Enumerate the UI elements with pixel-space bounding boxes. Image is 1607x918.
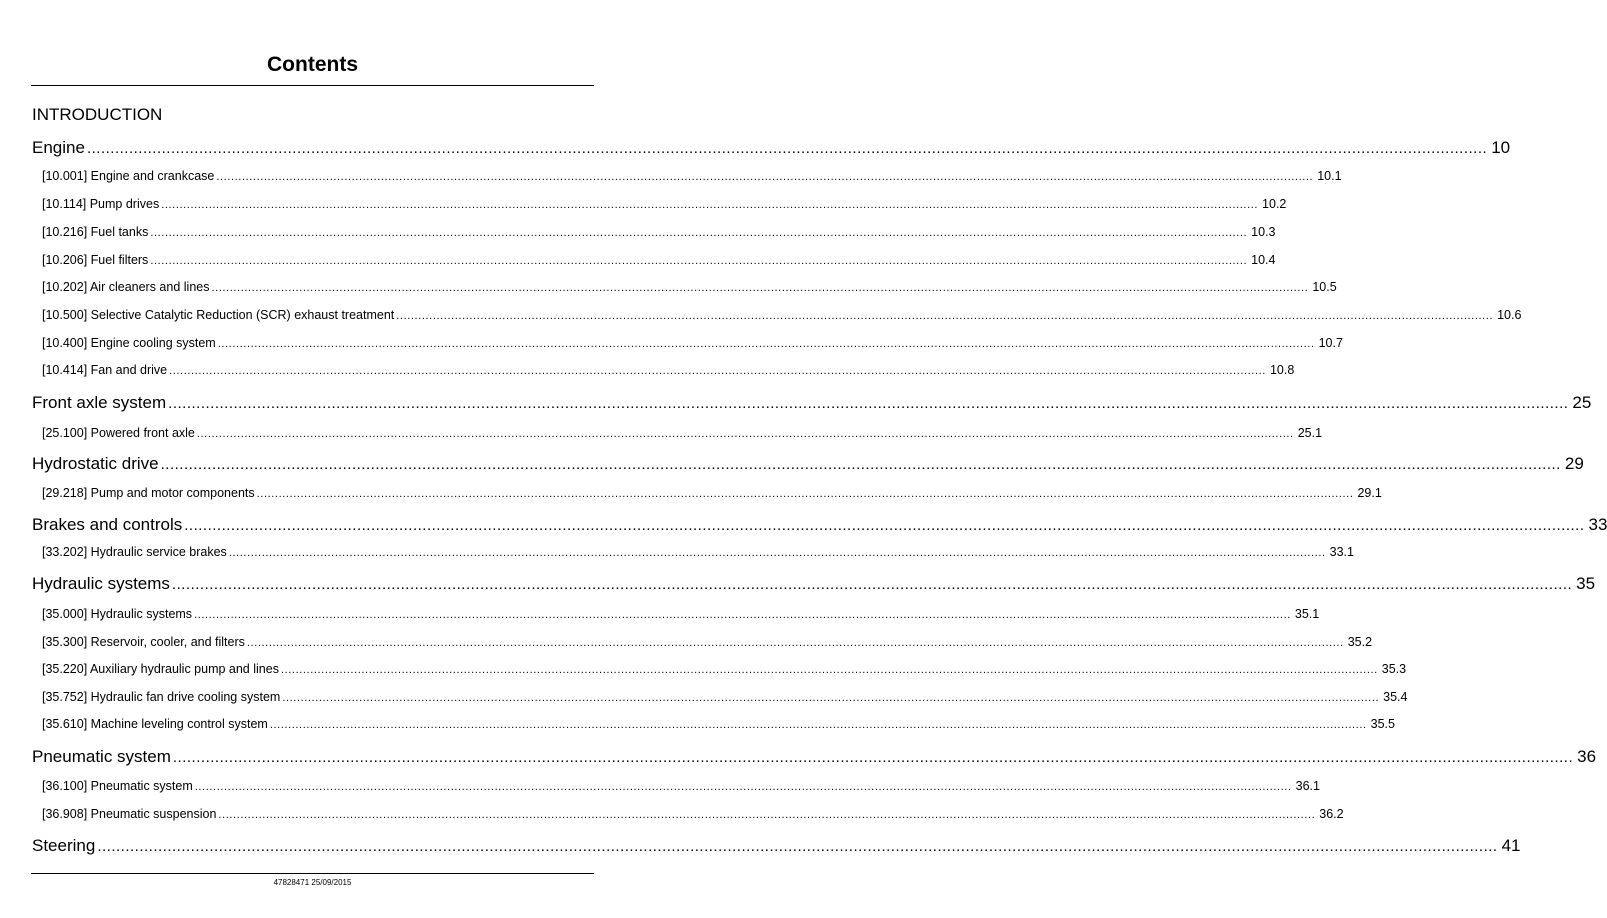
toc-entry-page-number: 10.8: [1269, 363, 1295, 377]
toc-entry-page-number: 41: [1501, 836, 1521, 855]
toc-entry-label: Brakes and controls: [32, 515, 183, 534]
dot-leader: ............................................................................................................................................................................................................................................................................................................: [269, 719, 1367, 731]
toc-entry-label: [35.300] Reservoir, cooler, and filters: [42, 635, 245, 649]
dot-leader: ............................................................................................................................................................................................................................................................................................................: [217, 338, 1315, 350]
dot-leader: ............................................................................................................................................................................................................................................................................................................: [171, 576, 1573, 593]
toc-entry-label: [10.216] Fuel tanks: [42, 225, 149, 239]
dot-leader: ............................................................................................................................................................................................................................................................................................................: [196, 428, 1294, 440]
toc-entry-page-number: 36: [1577, 747, 1597, 766]
toc-entry-label: [25.100] Powered front axle: [42, 426, 195, 440]
toc-entry-label: [35.220] Auxiliary hydraulic pump and lines: [42, 662, 279, 676]
footer-doc-id: 47828471 25/09/2015: [273, 878, 352, 887]
dot-leader: ............................................................................................................................................................................................................................................................................................................: [160, 456, 1561, 473]
toc-entry-label: [10.500] Selective Catalytic Reduction (SCR) exhaust treatment: [42, 308, 395, 322]
dot-leader: ............................................................................................................................................................................................................................................................................................................: [150, 227, 1248, 239]
dot-leader: ............................................................................................................................................................................................................................................................................................................: [211, 282, 1309, 294]
toc-entry-label: [36.100] Pneumatic system: [42, 779, 193, 793]
toc-chapter-entry[interactable]: [32, 392, 1592, 414]
toc-entry-page-number: 35.3: [1381, 662, 1407, 676]
footer-rule: [31, 873, 594, 874]
toc-entry-page-number: 35.2: [1347, 635, 1373, 649]
toc-chapter-entry[interactable]: [32, 746, 1597, 768]
toc-section-entry[interactable]: [42, 196, 1287, 212]
toc-entry-label: Hydrostatic drive: [32, 454, 159, 473]
toc-entry-label: Pneumatic system: [32, 747, 171, 766]
toc-section-entry[interactable]: [42, 544, 1354, 560]
dot-leader: ............................................................................................................................................................................................................................................................................................................: [97, 838, 1498, 855]
intro-heading[interactable]: INTRODUCTION: [32, 105, 163, 124]
toc-chapter-entry[interactable]: [32, 573, 1596, 595]
toc-entry-label: [36.908] Pneumatic suspension: [42, 807, 217, 821]
dot-leader: ............................................................................................................................................................................................................................................................................................................: [256, 488, 1354, 500]
toc-entry-label: [10.400] Engine cooling system: [42, 336, 216, 350]
toc-entry-page-number: 10.2: [1262, 197, 1287, 211]
dot-leader: ............................................................................................................................................................................................................................................................................................................: [282, 692, 1380, 704]
toc-section-entry[interactable]: [42, 806, 1344, 822]
toc-entry-page-number: 10.4: [1251, 253, 1276, 267]
toc-entry-label: [33.202] Hydraulic service brakes: [42, 545, 227, 559]
toc-entry-page-number: 10.3: [1251, 225, 1276, 239]
dot-leader: ............................................................................................................................................................................................................................................................................................................: [194, 781, 1292, 793]
toc-chapter-entry[interactable]: [32, 453, 1584, 475]
dot-leader: ............................................................................................................................................................................................................................................................................................................: [194, 609, 1291, 621]
toc-entry-page-number: 10: [1491, 138, 1511, 157]
toc-entry-label: [10.001] Engine and crankcase: [42, 169, 215, 183]
dot-leader: ............................................................................................................................................................................................................................................................................................................: [216, 171, 1314, 183]
toc-chapter-entry[interactable]: [32, 835, 1521, 857]
toc-entry-page-number: 10.1: [1317, 169, 1342, 183]
toc-entry-label: [35.752] Hydraulic fan drive cooling system: [42, 690, 281, 704]
toc-entry-page-number: 35.1: [1294, 607, 1320, 621]
toc-section-entry[interactable]: [42, 307, 1522, 323]
toc-entry-page-number: 29: [1564, 454, 1584, 473]
toc-entry-page-number: 35.5: [1370, 717, 1395, 731]
toc-entry-page-number: 35: [1576, 574, 1596, 593]
title-rule: [31, 85, 594, 86]
toc-entry-label: [10.114] Pump drives: [42, 197, 160, 211]
dot-leader: ............................................................................................................................................................................................................................................................................................................: [184, 517, 1585, 534]
dot-leader: ............................................................................................................................................................................................................................................................................................................: [169, 365, 1266, 377]
toc-section-entry[interactable]: [42, 279, 1337, 295]
toc-entry-page-number: 36.2: [1319, 807, 1344, 821]
toc-section-entry[interactable]: [42, 362, 1295, 378]
dot-leader: ............................................................................................................................................................................................................................................................................................................: [172, 749, 1574, 766]
toc-entry-label: Engine: [32, 138, 85, 157]
dot-leader: ............................................................................................................................................................................................................................................................................................................: [280, 664, 1378, 676]
dot-leader: ............................................................................................................................................................................................................................................................................................................: [150, 255, 1248, 267]
toc-entry-page-number: 10.5: [1312, 280, 1337, 294]
page-title: Contents: [267, 53, 358, 76]
dot-leader: ............................................................................................................................................................................................................................................................................................................: [161, 199, 1259, 211]
toc-section-entry[interactable]: [42, 689, 1408, 705]
dot-leader: ............................................................................................................................................................................................................................................................................................................: [86, 140, 1488, 157]
toc-section-entry[interactable]: [42, 485, 1382, 501]
dot-leader: ............................................................................................................................................................................................................................................................................................................: [246, 637, 1344, 649]
toc-entry-label: Hydraulic systems: [32, 574, 170, 593]
toc-section-entry[interactable]: [42, 606, 1320, 622]
toc-section-entry[interactable]: [42, 168, 1342, 184]
toc-entry-page-number: 36.1: [1295, 779, 1320, 793]
toc-entry-page-number: 10.6: [1497, 308, 1522, 322]
toc-chapter-entry[interactable]: [32, 514, 1607, 536]
toc-entry-page-number: 25: [1572, 393, 1592, 412]
dot-leader: ............................................................................................................................................................................................................................................................................................................: [168, 395, 1569, 412]
toc-entry-label: [10.206] Fuel filters: [42, 253, 149, 267]
toc-entry-label: [10.414] Fan and drive: [42, 363, 168, 377]
toc-section-entry[interactable]: [42, 716, 1395, 732]
toc-entry-label: [29.218] Pump and motor components: [42, 486, 255, 500]
toc-entry-label: Front axle system: [32, 393, 167, 412]
toc-entry-page-number: 35.4: [1383, 690, 1408, 704]
toc-entry-page-number: 29.1: [1357, 486, 1382, 500]
dot-leader: ............................................................................................................................................................................................................................................................................................................: [396, 310, 1494, 322]
toc-section-entry[interactable]: [42, 224, 1276, 240]
toc-section-entry[interactable]: [42, 335, 1343, 351]
toc-entry-page-number: 33.1: [1329, 545, 1354, 559]
toc-section-entry[interactable]: [42, 661, 1407, 677]
toc-section-entry[interactable]: [42, 634, 1373, 650]
toc-section-entry[interactable]: [42, 252, 1276, 268]
toc-entry-page-number: 25.1: [1297, 426, 1323, 440]
toc-entry-page-number: 10.7: [1318, 336, 1343, 350]
toc-entry-label: Steering: [32, 836, 96, 855]
dot-leader: ............................................................................................................................................................................................................................................................................................................: [218, 809, 1316, 821]
toc-section-entry[interactable]: [42, 778, 1320, 794]
toc-entry-label: [35.000] Hydraulic systems: [42, 607, 193, 621]
toc-section-entry[interactable]: [42, 425, 1323, 441]
toc-entry-page-number: 33: [1588, 515, 1607, 534]
toc-entry-label: [10.202] Air cleaners and lines: [42, 280, 210, 294]
dot-leader: ............................................................................................................................................................................................................................................................................................................: [228, 547, 1326, 559]
toc-chapter-entry[interactable]: [32, 137, 1511, 159]
toc-entry-label: [35.610] Machine leveling control system: [42, 717, 268, 731]
